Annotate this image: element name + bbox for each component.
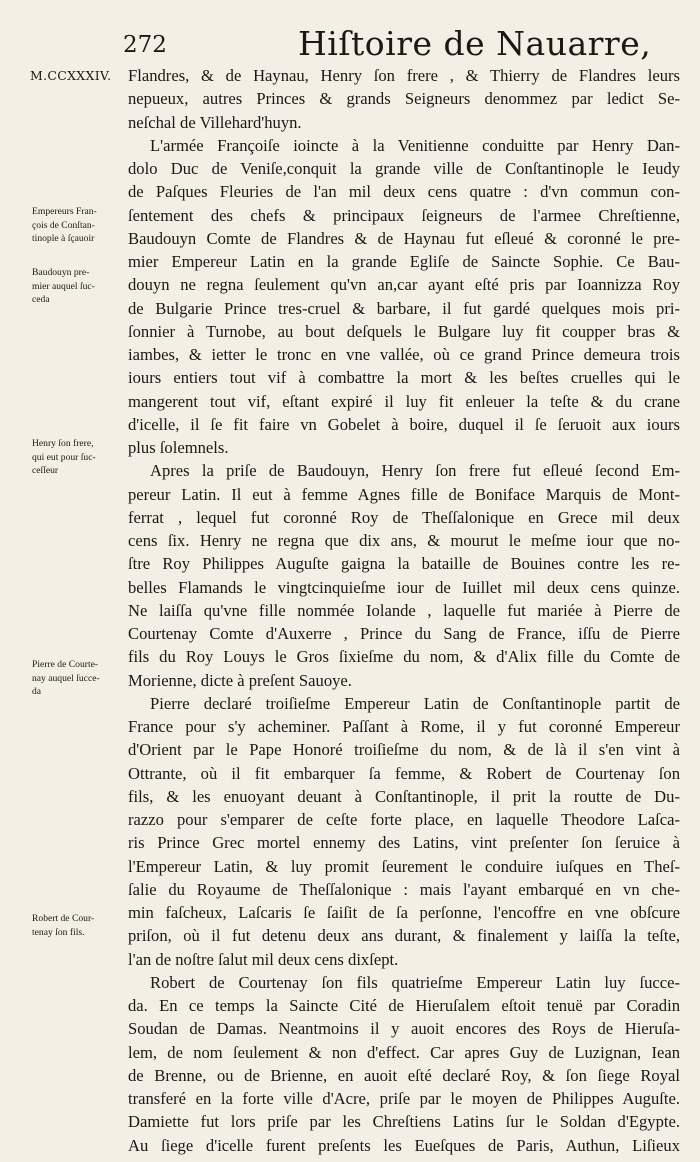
text-line: da. En ce temps la Saincte Cité de Hieruſalem eſtoit tenuë par Coradin — [128, 996, 680, 1015]
text-line: ris Prince Grec mortel ennemy des Latins, vint preſenter ſon ſeruice à — [128, 833, 680, 853]
margin-note-line: Henry ſon frere, — [32, 438, 94, 449]
text-line: d'icelle, il ſe fit faire vn Gobelet à boire, duquel il ſe ſeruoit aux iours — [128, 414, 680, 434]
text-line: razzo pour s'emparer de ceſte forte place, en laquelle Theodore Laſca- — [128, 810, 680, 829]
text-line: mier Empereur Latin en la grande Egliſe de Saincte Sophie. Ce Bau- — [128, 252, 680, 271]
margin-note-baudouyn — [32, 266, 122, 307]
text-line: fils, & les enuoyant deuant à Conſtantinople, il prit la routte de Du- — [128, 786, 680, 806]
text-line: Pierre declaré troiſieſme Empereur Latin de Conſtantinople partit de — [150, 693, 680, 713]
margin-note-line: Baudouyn pre- — [32, 267, 90, 278]
text-line: ſalie du Royaume de Theſſalonique : mais l'ayant embarqué en vn che- — [128, 879, 680, 899]
text-line: Apres la priſe de Baudouyn, Henry ſon frere fut eſleué ſecond Em- — [150, 461, 680, 481]
text-line: Baudouyn Comte de Flandres & de Haynau fut eſleué & coronné le pre- — [128, 228, 680, 248]
margin-note-pierre — [32, 658, 122, 699]
text-line: Ottrante, où il fit embarquer ſa femme, & Robert de Courtenay ſon — [128, 763, 680, 783]
text-line: l'Empereur Latin, & luy promit ſeurement le conduire iuſques en Theſ- — [128, 856, 680, 876]
text-line: neſchal de Villehard'huyn. — [128, 112, 302, 132]
year-marginal: M.CCXXXIV. — [30, 68, 112, 83]
text-line: de Paſques Fleuries de l'an mil deux cens quatre : d'vn commun con- — [128, 182, 680, 202]
margin-note-line: da — [32, 686, 42, 697]
text-line: Morienne, dicte à preſent Sauoye. — [128, 670, 352, 690]
margin-note-line: ceda — [32, 294, 50, 305]
text-line: iambes, & ietter le tronc en vne vallée, où ce grand Prince demeura trois — [128, 345, 680, 364]
text-line: priſon, où il fut detenu deux ans durant, & finalement y laiſſa la teſte, — [128, 926, 680, 946]
text-line: pereur Latin. Il eut à femme Agnes fille de Boniface Marquis de Mont- — [128, 484, 680, 504]
text-line: Au ſiege d'icelle furent preſents les Eueſques de Paris, Authun, Liſieux — [128, 1135, 680, 1155]
text-line: nepueux, autres Princes & grands Seigneurs denommez par ledict Se- — [128, 89, 680, 109]
margin-note-line: tenay ſon fils. — [32, 926, 85, 938]
text-line: France pour s'y acheminer. Paſſant à Rome, il y fut coronné Empereur — [128, 717, 680, 736]
page-number: 272 — [123, 32, 167, 58]
text-line: douyn ne regna ſeulement qu'vn an,car ayant eſté pris par Ioannizza Roy — [128, 275, 680, 295]
text-line: fils du Roy Louys le Gros ſixieſme du nom, & d'Alix fille du Comte de — [128, 647, 680, 667]
text-line: l'an de noſtre ſalut mil deux cens dixſept. — [128, 949, 399, 969]
text-line: Soudan de Damas. Neantmoins il y auoit encores des Roys de Hieruſa- — [128, 1019, 680, 1039]
text-line: mangerent tout vif, eſtant expiré il luy fit enleuer la teſte & du crane — [128, 391, 680, 411]
margin-note-line: ceſſeur — [32, 465, 59, 476]
text-line: iours entiers tout vif à combattre la mort & les beſtes cruelles qui le — [128, 368, 680, 388]
text-line: min faſcheux, Laſcaris ſe ſaiſit de ſa perſonne, l'encoffre en vne obſcure — [128, 903, 680, 922]
running-title: Hiſtoire de Nauarre, — [298, 24, 652, 63]
margin-note-line: Robert de Cour- — [32, 913, 95, 924]
text-line: transferé en la forte ville d'Acre, priſe par le moyen de Philippes Auguſte. — [128, 1089, 680, 1108]
margin-note-robert — [32, 912, 122, 939]
margin-note-henry — [32, 437, 122, 478]
text-line: cens ſix. Henry ne regna que dix ans, & mourut le meſme iour que no- — [128, 531, 680, 550]
text-line: de Brenne, ou de Brienne, en auoit eſté declaré Roy, & ſon ſiege Royal — [128, 1065, 680, 1085]
page-header — [0, 14, 700, 64]
margin-note-line: Empereurs Fran- — [32, 206, 97, 217]
text-line: Courtenay Comte d'Auxerre , Prince du Sang de France, iſſu de Pierre — [128, 624, 680, 643]
text-line: ſonnier à Turnobe, au bout deſquels le Bulgare luy fit coupper bras & — [128, 321, 680, 341]
text-line: belles Flamands le vingtcinquieſme iour de Iuillet mil deux cens quinze. — [128, 577, 680, 597]
margin-note-line: tinople à ſçauoir — [32, 233, 95, 244]
text-line: de Bulgarie Prince tres-cruel & barbare, il fut gardé quelques mois pri- — [128, 298, 680, 318]
margin-note-line: qui eut pour ſuc- — [32, 451, 96, 463]
text-line: Ne laiſſa qu'vne fille nommée Iolande , laquelle fut mariée à Pierre de — [128, 600, 680, 620]
text-line: ſentement des chefs & principaux ſeigneurs de l'armee Chreſtienne, — [128, 205, 680, 225]
text-line: plus ſolemnels. — [128, 438, 229, 457]
text-line: ferrat , lequel fut coronné Roy de Theſſalonique en Grece mil deux — [128, 507, 680, 527]
text-line: Robert de Courtenay ſon fils quatrieſme Empereur Latin luy ſucce- — [150, 972, 680, 992]
margin-note-emperors — [32, 205, 122, 246]
margin-note-line: Pierre de Courte- — [32, 659, 99, 670]
margin-note-line: nay auquel ſucce- — [32, 672, 100, 684]
margin-note-line: mier auquel ſuc- — [32, 280, 95, 292]
text-line: d'Orient par le Pape Honoré troiſieſme du nom, & de là il s'en vint à — [128, 740, 680, 760]
text-line: Flandres, & de Haynau, Henry ſon frere , & Thierry de Flandres leurs — [128, 66, 680, 85]
text-line: lem, de nom ſeulement & non d'effect. Car apres Guy de Luzignan, Iean — [128, 1042, 680, 1062]
text-line: L'armée Françoiſe ioincte à la Venitienne conduitte par Henry Dan- — [150, 135, 680, 155]
text-line: Damiette fut lors priſe par les Chreſtiens Latins ſur le Soldan d'Egypte. — [128, 1112, 680, 1132]
text-line: ſtre Roy Philippes Auguſte gaigna la bataille de Bouines contre les re- — [128, 554, 680, 574]
margin-note-line: çois de Conſtan- — [32, 219, 95, 231]
body-text — [128, 64, 680, 1157]
text-line: dolo Duc de Veniſe,conquit la grande ville de Conſtantinople le Ieudy — [128, 159, 680, 178]
